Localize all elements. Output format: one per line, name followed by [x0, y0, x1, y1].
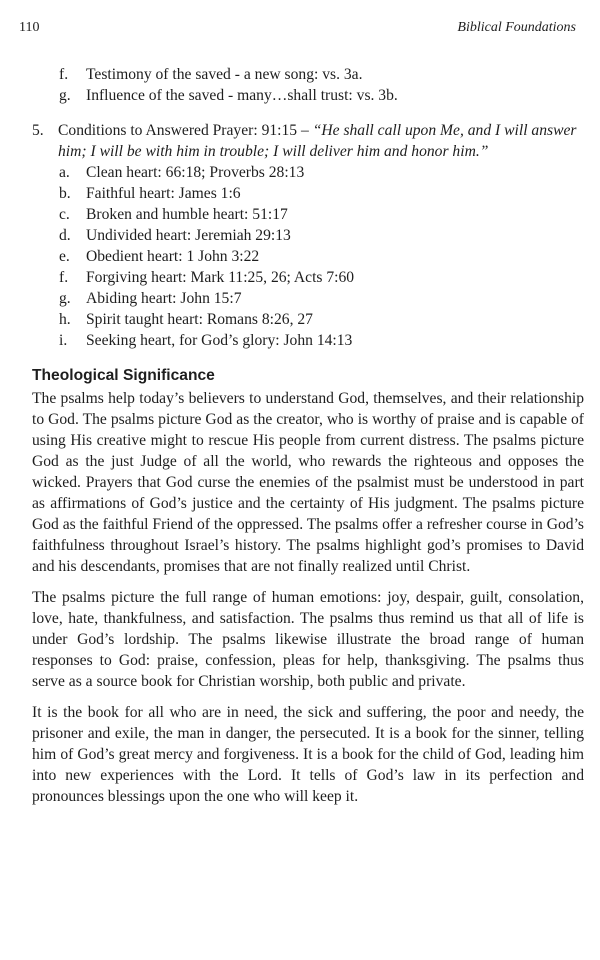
- list-item-text: Testimony of the saved - a new song: vs. 3a.: [86, 66, 363, 83]
- page-number: 110: [19, 20, 40, 35]
- list-item-letter: b.: [59, 185, 71, 202]
- paragraph: The psalms help today’s believers to understand God, themselves, and their relationship to God. The psalms picture God as the creator, who is worthy of praise and is capable of using His creative might to rescue His people from current distress. The psalms picture God as the just Judge of all the world, who rewards the righteous and opposes the wicked. Prayers that God curse the enemies of the psalmist must be understood in part as affirmations of God’s justice and the certainty of His judgment. The psalms picture God as the faithful Friend of the oppressed. The psalms offer a refresher course in God’s faithfulness throughout Israel’s history. The psalms highlight god’s promises to David and his descendants, promises that are not finally realized until Christ.: [32, 390, 584, 575]
- list-item-text: Seeking heart, for God’s glory: John 14:13: [86, 332, 353, 349]
- paragraph: It is the book for all who are in need, the sick and suffering, the poor and needy, the prisoner and exile, the man in danger, the persecuted. It is a book for the sinner, telling him of God’s great mercy and forgiveness. It is a book for the child of God, leading him into new experiences with the Lord. It tells of God’s law in its perfection and pronounces blessings upon the one who will keep it.: [32, 704, 584, 805]
- list-item: [32, 288, 584, 309]
- list-item: [32, 246, 584, 267]
- list-item-letter: f.: [59, 66, 69, 83]
- list-item-letter: g.: [59, 87, 71, 104]
- list-item-text: Forgiving heart: Mark 11:25, 26; Acts 7:60: [86, 269, 355, 286]
- list-item-text: Obedient heart: 1 John 3:22: [86, 248, 260, 265]
- list-item-letter: g.: [59, 290, 71, 307]
- list-item-letter: f.: [59, 269, 69, 286]
- list-item-text: Influence of the saved - many…shall trust: vs. 3b.: [86, 87, 398, 104]
- top-list: [32, 64, 584, 106]
- item-number: 5.: [32, 122, 44, 139]
- list-item-letter: a.: [59, 164, 70, 181]
- list-item-letter: h.: [59, 311, 71, 328]
- book-title: Biblical Foundations: [457, 20, 576, 35]
- running-header: [19, 20, 576, 36]
- list-item: [32, 330, 584, 351]
- list-item-text: Spirit taught heart: Romans 8:26, 27: [86, 311, 313, 328]
- list-item-letter: d.: [59, 227, 71, 244]
- list-item: [32, 183, 584, 204]
- list-item-text: Faithful heart: James 1:6: [86, 185, 241, 202]
- list-item: [32, 64, 584, 85]
- list-item-letter: e.: [59, 248, 70, 265]
- list-item: [32, 225, 584, 246]
- item-text: Conditions to Answered Prayer: 91:15 –: [58, 122, 313, 139]
- list-item-text: Undivided heart: Jeremiah 29:13: [86, 227, 291, 244]
- list-item-text: Clean heart: 66:18; Proverbs 28:13: [86, 164, 305, 181]
- paragraph: The psalms picture the full range of human emotions: joy, despair, guilt, consolation, love, hate, thankfulness, and satisfaction. The psalms thus remind us that all of life is under God’s lordship. The psalms likewise illustrate the broad range of human responses to God: praise, confession, pleas for help, thanksgiving. The psalms thus serve as a source book for Christian worship, both public and private.: [32, 589, 584, 690]
- list-item-text: Abiding heart: John 15:7: [86, 290, 242, 307]
- list-item: [32, 309, 584, 330]
- section-heading: Theological Significance: [32, 367, 215, 384]
- conditions-list: [32, 162, 584, 351]
- list-item: [32, 85, 584, 106]
- list-item-letter: c.: [59, 206, 70, 223]
- list-item-letter: i.: [59, 332, 68, 349]
- list-item-text: Broken and humble heart: 51:17: [86, 206, 288, 223]
- item-quote: “He shall call upon Me, and I will answer him; I will be with him in trouble; I will deliver him and honor him.”: [58, 122, 577, 160]
- list-item: [32, 267, 584, 288]
- list-item: [32, 204, 584, 225]
- numbered-item-5: [32, 120, 584, 162]
- list-item: [32, 162, 584, 183]
- page-content: [32, 64, 584, 817]
